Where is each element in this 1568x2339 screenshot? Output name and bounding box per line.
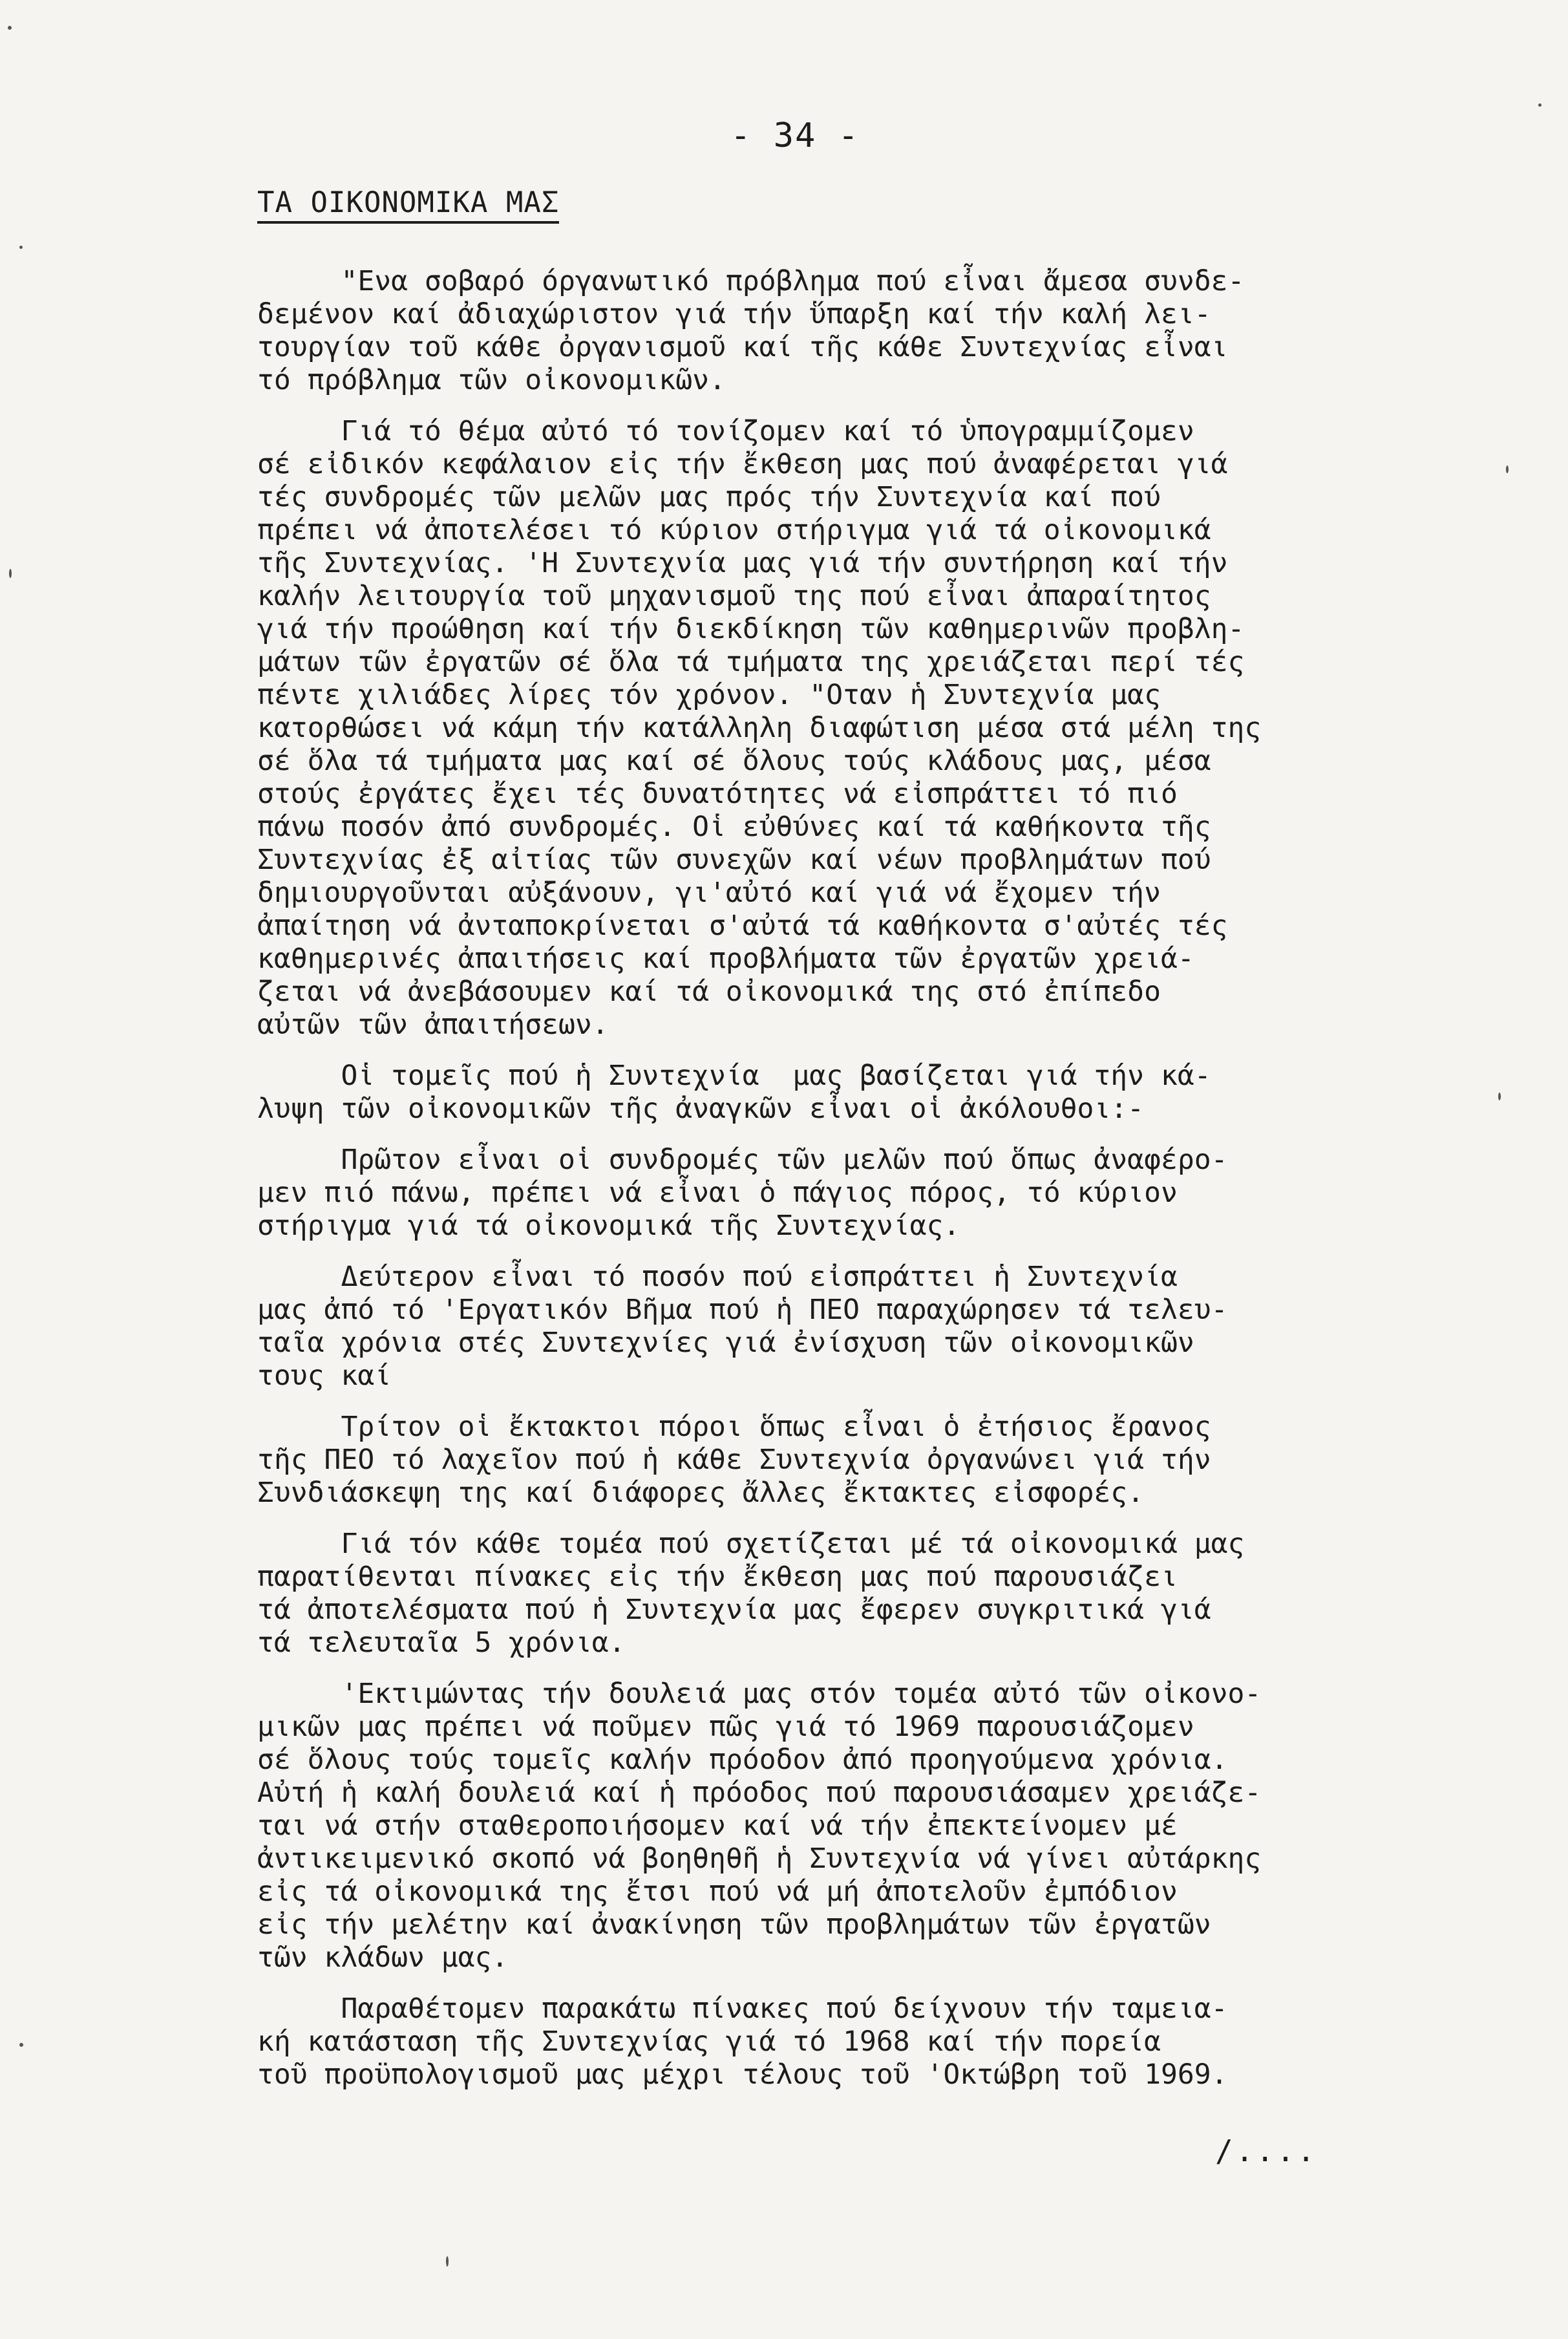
text-line: τό πρόβλημα τῶν οἰκονομικῶν. (257, 364, 726, 396)
text-line: τους καί (257, 1360, 392, 1392)
text-line: μας ἀπό τό 'Εργατικόν Βῆμα πού ἡ ΠΕΟ παραχώρησεν τά τελευ- (257, 1294, 1228, 1326)
scan-speck (9, 569, 12, 578)
text-line: δεμένον καί ἀδιαχώριστον γιά τήν ὕπαρξη καί τήν καλή λει- (257, 298, 1211, 330)
text-line: Δεύτερον εἶναι τό ποσόν πού εἰσπράττει ἡ Συντεχνία (257, 1261, 1178, 1293)
text-line: Οἱ τομεῖς πού ἡ Συντεχνία μας βασίζεται γιά τήν κά- (257, 1060, 1211, 1092)
text-line: τῶν κλάδων μας. (257, 1941, 509, 1974)
text-line: ται νά στήν σταθεροποιήσομεν καί νά τήν ἐπεκτείνομεν μέ (257, 1810, 1178, 1842)
text-line: τά τελευταῖα 5 χρόνια. (257, 1627, 626, 1659)
text-line: κατορθώσει νά κάμη τήν κατάλληλη διαφώτιση μέσα στά μέλη της (257, 712, 1262, 744)
paragraph (257, 1144, 1459, 1243)
paragraph (257, 1992, 1459, 2091)
text-line: αὐτῶν τῶν ἀπαιτήσεων. (257, 1009, 609, 1041)
text-line: Παραθέτομεν παρακάτω πίνακες πού δείχνουν τήν ταμεια- (257, 1992, 1228, 2025)
text-line: παρατίθενται πίνακες εἰς τήν ἔκθεση μας πού παρουσιάζει (257, 1561, 1178, 1593)
paragraph (257, 1411, 1459, 1510)
text-line: κή κατάσταση τῆς Συντεχνίας γιά τό 1968 καί τήν πορεία (257, 2025, 1161, 2058)
paragraph (257, 1261, 1459, 1393)
text-line: ἀντικειμενικό σκοπό νά βοηθηθῆ ἡ Συντεχνία νά γίνει αὐτάρκης (257, 1842, 1262, 1875)
text-line: Πρῶτον εἶναι οἱ συνδρομές τῶν μελῶν πού ὅπως ἀναφέρο- (257, 1144, 1228, 1176)
text-line: Γιά τό θέμα αὐτό τό τονίζομεν καί τό ὑπογραμμίζομεν (257, 415, 1194, 447)
text-line: "Ενα σοβαρό όργανωτικό πρόβλημα πού εἶναι ἄμεσα συνδε- (257, 265, 1245, 297)
text-line: μεν πιό πάνω, πρέπει νά εἶναι ὁ πάγιος πόρος, τό κύριον (257, 1177, 1178, 1209)
body-text (257, 265, 1459, 2109)
text-line: σέ ὅλα τά τμήματα μας καί σέ ὅλους τούς κλάδους μας, μέσα (257, 745, 1211, 777)
section-heading: ΤΑ ΟΙΚΟΝΟΜΙΚΑ ΜΑΣ (257, 187, 559, 224)
text-line: τῆς ΠΕΟ τό λαχεῖον πού ἡ κάθε Συντεχνία ὀργανώνει γιά τήν (257, 1444, 1211, 1476)
text-line: μάτων τῶν ἐργατῶν σέ ὅλα τά τμήματα της χρειάζεται περί τές (257, 646, 1245, 678)
text-line: τά ἀποτελέσματα πού ἡ Συντεχνία μας ἔφερεν συγκριτικά γιά (257, 1594, 1211, 1626)
text-line: λυψη τῶν οἰκονομικῶν τῆς ἀναγκῶν εἶναι οἱ ἀκόλουθοι:- (257, 1093, 1145, 1125)
text-line: ἀπαίτηση νά ἀνταποκρίνεται σ'αὐτά τά καθήκοντα σ'αὐτές τές (257, 910, 1228, 942)
scan-speck (8, 26, 12, 30)
text-line: Τρίτον οἱ ἔκτακτοι πόροι ὅπως εἶναι ὁ ἐτήσιος ἔρανος (257, 1411, 1211, 1443)
paragraph (257, 265, 1459, 397)
paragraph (257, 1678, 1459, 1974)
text-line: σέ εἰδικόν κεφάλαιον εἰς τήν ἔκθεση μας πού ἀναφέρεται γιά (257, 448, 1228, 480)
text-line: τουργίαν τοῦ κάθε ὀργανισμοῦ καί τῆς κάθε Συντεχνίας εἶναι (257, 331, 1228, 363)
text-line: 'Εκτιμώντας τήν δουλειά μας στόν τομέα αὐτό τῶν οἰκονο- (257, 1678, 1262, 1710)
scan-speck (19, 2043, 23, 2047)
scan-speck (1498, 1093, 1501, 1100)
text-line: γιά τήν προώθηση καί τήν διεκδίκηση τῶν καθημερινῶν προβλη- (257, 613, 1245, 645)
scan-speck (19, 246, 23, 249)
text-line: τές συνδρομές τῶν μελῶν μας πρός τήν Συντεχνία καί πού (257, 481, 1161, 513)
continuation-mark: /.... (1215, 2133, 1318, 2168)
text-line: δημιουργοῦνται αὐξάνουν, γι'αὐτό καί γιά νά ἔχομεν τήν (257, 877, 1161, 909)
page-number: - 34 - (730, 116, 860, 155)
text-line: ταῖα χρόνια στές Συντεχνίες γιά ἐνίσχυση τῶν οἰκονομικῶν (257, 1327, 1194, 1359)
text-line: Γιά τόν κάθε τομέα πού σχετίζεται μέ τά οἰκονομικά μας (257, 1528, 1245, 1560)
text-line: εἰς τήν μελέτην καί ἀνακίνηση τῶν προβλημάτων τῶν ἐργατῶν (257, 1908, 1211, 1941)
scan-speck (1538, 103, 1542, 107)
text-line: πρέπει νά ἀποτελέσει τό κύριον στήριγμα γιά τά οἰκονομικά (257, 514, 1211, 546)
text-line: ζεται νά ἀνεβάσουμεν καί τά οἰκονομικά της στό ἐπίπεδο (257, 976, 1161, 1008)
text-line: τοῦ προϋπολογισμοῦ μας μέχρι τέλους τοῦ 'Οκτώβρη τοῦ 1969. (257, 2058, 1228, 2091)
scan-speck (446, 2256, 449, 2267)
text-line: εἰς τά οἰκονομικά της ἔτσι πού νά μή ἀποτελοῦν ἐμπόδιον (257, 1875, 1178, 1908)
paragraph (257, 1060, 1459, 1126)
text-line: σέ ὅλους τούς τομεῖς καλήν πρόοδον ἀπό προηγούμενα χρόνια. (257, 1744, 1228, 1776)
text-line: μικῶν μας πρέπει νά ποῦμεν πῶς γιά τό 1969 παρουσιάζομεν (257, 1711, 1194, 1743)
text-line: Συντεχνίας ἐξ αἰτίας τῶν συνεχῶν καί νέων προβλημάτων πού (257, 844, 1211, 876)
text-line: Συνδιάσκεψη της καί διάφορες ἄλλες ἔκτακτες εἰσφορές. (257, 1477, 1145, 1509)
scan-speck (1506, 465, 1509, 473)
text-line: καθημερινές ἀπαιτήσεις καί προβλήματα τῶν ἐργατῶν χρειά- (257, 943, 1194, 975)
text-line: τῆς Συντεχνίας. 'Η Συντεχνία μας γιά τήν συντήρηση καί τήν (257, 547, 1228, 579)
text-line: καλήν λειτουργία τοῦ μηχανισμοῦ της πού εἶναι ἀπαραίτητος (257, 580, 1211, 612)
text-line: πέντε χιλιάδες λίρες τόν χρόνον. "Οταν ἡ Συντεχνία μας (257, 679, 1161, 711)
text-line: πάνω ποσόν ἀπό συνδρομές. Οἱ εὐθύνες καί τά καθήκοντα τῆς (257, 811, 1211, 843)
paragraph (257, 415, 1459, 1041)
text-line: στήριγμα γιά τά οἰκονομικά τῆς Συντεχνίας. (257, 1210, 960, 1242)
text-line: Αὐτή ἡ καλή δουλειά καί ἡ πρόοδος πού παρουσιάσαμεν χρειάζε- (257, 1777, 1262, 1809)
paragraph (257, 1528, 1459, 1660)
text-line: στούς ἐργάτες ἔχει τές δυνατότητες νά εἰσπράττει τό πιό (257, 778, 1178, 810)
